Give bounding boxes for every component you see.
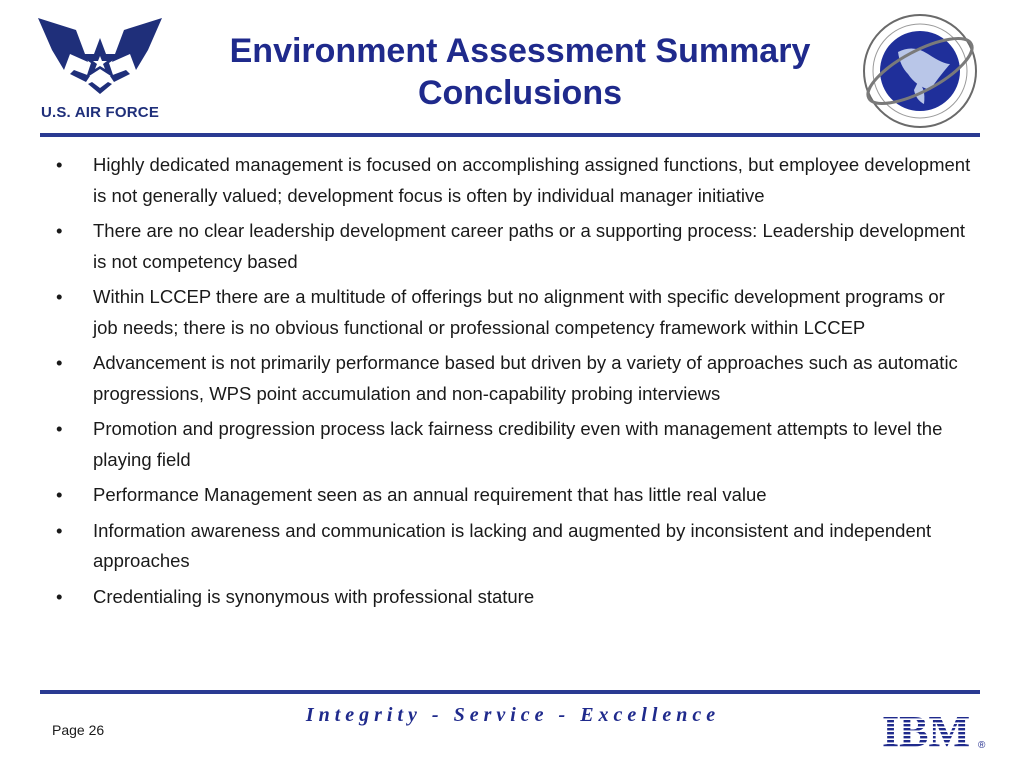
bullet-text: Within LCCEP there are a multitude of offerings but no alignment with specific development programs or job needs; there is no obvious functional or professional competency framework within LCCEP	[93, 286, 945, 338]
list-item	[52, 348, 972, 409]
bullet-text: Information awareness and communication is lacking and augmented by inconsistent and independent approaches	[93, 519, 932, 571]
bullet-marker: •	[56, 352, 63, 373]
bullet-text: Promotion and progression process lack fairness credibility even with management attempts to level the playing field	[93, 418, 943, 470]
air-force-logo	[30, 10, 170, 122]
list-item	[52, 216, 972, 277]
bullet-marker: •	[56, 220, 63, 241]
footer-rule	[40, 690, 980, 694]
bullet-list	[52, 150, 972, 617]
bullet-text: There are no clear leadership development career paths or a supporting process: Leadership development is not competency based	[93, 220, 966, 272]
vendor-logo-text: IBM	[882, 708, 970, 754]
bullet-text: Highly dedicated management is focused on accomplishing assigned functions, but employee development is not generally valued; development focus is often by individual manager initiative	[93, 154, 971, 206]
bullet-text: Credentialing is synonymous with professional stature	[93, 585, 535, 607]
list-item	[52, 150, 972, 211]
header-rule	[40, 133, 980, 137]
air-force-wings-icon	[30, 10, 170, 102]
bullet-marker: •	[56, 484, 63, 505]
list-item	[52, 414, 972, 475]
list-item	[52, 582, 972, 613]
globe-seal-icon	[858, 12, 982, 130]
list-item	[52, 282, 972, 343]
ibm-logo	[880, 708, 990, 754]
bullet-marker: •	[56, 418, 63, 439]
bullet-text: Advancement is not primarily performance based but driven by a variety of approaches such as automatic progressions, WPS point accumulation and non-capability probing interviews	[93, 352, 958, 404]
list-item	[52, 480, 972, 511]
slide-title: Environment Assessment Summary Conclusions	[229, 32, 811, 112]
bullet-marker: •	[56, 286, 63, 307]
footer-motto: Integrity - Service - Excellence	[305, 704, 721, 726]
bullet-text: Performance Management seen as an annual requirement that has little real value	[93, 484, 767, 505]
bullet-marker: •	[56, 154, 63, 175]
bullet-marker: •	[56, 519, 63, 541]
list-item	[52, 516, 972, 577]
registered-mark: ®	[978, 740, 986, 751]
bullet-marker: •	[56, 585, 63, 607]
agency-logo-text: U.S. AIR FORCE	[40, 104, 160, 121]
page-number: Page 26	[52, 722, 105, 738]
